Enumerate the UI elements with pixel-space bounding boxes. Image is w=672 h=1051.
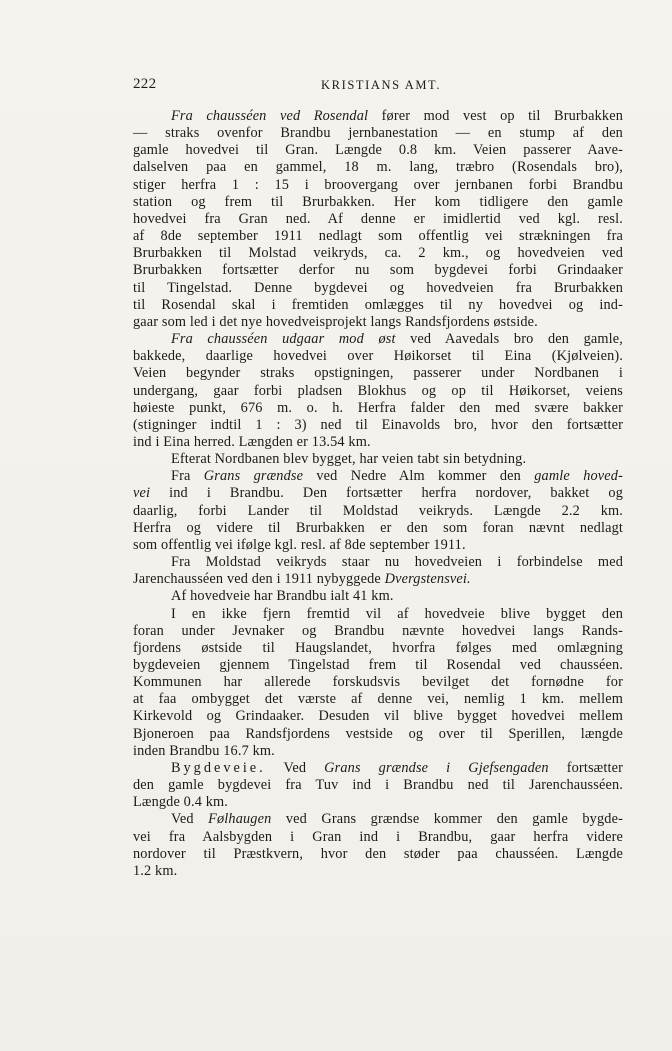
text-segment: til Rosendal skal i fremtiden omlægges til ny hovedvei og ind- — [133, 296, 623, 313]
text-line — [133, 674, 623, 691]
italic-text: Følhaugen — [208, 811, 272, 828]
text-line — [133, 177, 623, 194]
text-line — [133, 417, 623, 434]
running-head — [133, 76, 623, 96]
text-segment: foran under Jevnaker og Brandbu nævnte hovedvei langs Rands- — [133, 622, 623, 639]
text-segment: fører mod vest op til Brurbakken — [368, 108, 623, 124]
text-segment: — straks ovenfor Brandbu jernbanestation — en stump af den — [133, 125, 623, 142]
text-segment: hovedvei fra Gran ned. Af denne er imidlertid ved kgl. resl. — [133, 210, 623, 227]
text-segment: ved Nedre Alm kommer den — [303, 468, 535, 485]
text-line — [133, 383, 623, 400]
text-segment: bygdeveien gjennem Tingelstad frem til Rosendal ved chausséen. — [133, 657, 623, 673]
text-segment: Fra Moldstad veikryds staar nu hovedveien i forbindelse med — [171, 554, 623, 571]
text-line — [133, 485, 623, 502]
text-line — [133, 520, 623, 537]
paragraph — [133, 108, 623, 331]
text-segment: Efterat Nordbanen blev bygget, har veien tabt sin betydning. — [171, 451, 527, 468]
text-line — [133, 554, 623, 571]
text-segment: Længde 0.4 km. — [133, 794, 229, 811]
text-segment: Jarenchausséen ved den i 1911 nybyggede — [133, 571, 385, 588]
text-line — [133, 657, 623, 674]
text-segment: ved Aavedals bro den gamle, — [395, 331, 624, 348]
text-line — [133, 777, 623, 794]
text-segment: ind i Eina herred. Længden er 13.54 km. — [133, 433, 371, 450]
text-line — [133, 400, 623, 417]
text-segment: ved Grans grændse kommer den gamle bygde- — [271, 811, 623, 828]
paragraph — [133, 606, 623, 760]
text-line — [133, 142, 623, 159]
text-segment: at faa ombygget det værste af denne vei, nemlig 1 km. mellem — [133, 691, 623, 708]
text-segment: stiger herfra 1 : 15 i broovergang over jernbanen forbi Brandbu — [133, 176, 623, 193]
paragraph — [133, 811, 623, 880]
text-line — [133, 794, 623, 811]
text-line — [133, 434, 623, 451]
text-segment: undergang, gaar forbi pladsen Blokhus og op til Høikorset, veiens — [133, 382, 623, 399]
text-line — [133, 726, 623, 743]
text-segment: I en ikke fjern fremtid vil af hovedveie blive bygget den — [171, 605, 623, 622]
text-line — [133, 571, 623, 588]
italic-text: vei — [133, 485, 151, 502]
text-segment: af 8de september 1911 nedlagt som offentlig vei strækningen fra — [133, 228, 623, 245]
text-segment: gamle hovedvei til Gran. Længde 0.8 km. Veien passerer Aave- — [133, 142, 623, 159]
text-segment: 1.2 km. — [133, 862, 178, 879]
text-segment: bakkede, daarlige hovedvei over Høikorset til Eina (Kjølveien). — [133, 348, 623, 365]
text-segment: inden Brandbu 16.7 km. — [133, 742, 275, 759]
text-line — [133, 125, 623, 142]
body-text — [133, 108, 623, 880]
text-segment: fjordens østside til Haugslandet, hvorfra følges med omlægning — [133, 639, 623, 656]
text-segment: Brurbakken til Molstad veikryds, ca. 2 km., og hovedveien ved — [133, 245, 623, 262]
text-line — [133, 640, 623, 657]
text-line — [133, 743, 623, 760]
text-segment: Kommunen har allerede forskudsvis bevilget det fornødne for — [133, 674, 623, 691]
paragraph — [133, 468, 623, 554]
text-line — [133, 331, 623, 348]
text-segment: Brurbakken fortsætter derfor nu som bygdevei forbi Grindaaker — [133, 262, 623, 279]
text-segment: til Tingelstad. Denne bygdevei og hovedveien fra Brurbakken — [133, 279, 623, 296]
text-line — [133, 468, 623, 485]
text-segment: Veien begynder straks opstigningen, passerer under Nordbanen i — [133, 365, 623, 382]
text-line — [133, 280, 623, 297]
text-segment: station og frem til Brurbakken. Her kom tidligere den gamle — [133, 193, 623, 210]
page-number: 222 — [133, 76, 157, 92]
text-segment: høieste punkt, 676 m. o. h. Herfra falder den med svære bakker — [133, 399, 623, 416]
paragraph — [133, 554, 623, 588]
text-line — [133, 297, 623, 314]
text-line — [133, 691, 623, 708]
text-line — [133, 846, 623, 863]
text-segment: den gamle bygdevei fra Tuv ind i Brandbu ned til Jarenchausséen. — [133, 777, 623, 794]
text-line — [133, 262, 623, 279]
text-line — [133, 829, 623, 846]
running-head-title: KRISTIANS AMT. — [321, 78, 442, 92]
text-segment: (stigninger indtil 1 : 3) ned til Einavolds bro, hvor den fortsætter — [133, 416, 623, 433]
text-line — [133, 228, 623, 245]
text-segment: fortsætter — [548, 759, 623, 776]
text-segment: daarlig, forbi Lander til Moldstad veikryds. Længde 2.2 km. — [133, 502, 623, 519]
text-line — [133, 588, 623, 605]
italic-text: Dvergstensvei. — [384, 571, 471, 588]
text-segment: vei fra Aalsbygden i Gran ind i Brandbu, gaar herfra videre — [133, 828, 623, 845]
italic-text: Grans grændse — [203, 468, 304, 485]
paragraph — [133, 588, 623, 605]
text-line — [133, 451, 623, 468]
text-segment: ind i Brandbu. Den fortsætter herfra nordover, bakket og — [150, 485, 623, 502]
text-segment: Af hovedveie har Brandbu ialt 41 km. — [171, 588, 394, 605]
text-line — [133, 623, 623, 640]
text-line — [133, 365, 623, 382]
text-line — [133, 159, 623, 176]
text-segment: Ved — [171, 811, 209, 828]
text-line — [133, 811, 623, 828]
text-line — [133, 194, 623, 211]
text-line — [133, 760, 623, 777]
paragraph — [133, 451, 623, 468]
text-line — [133, 606, 623, 623]
text-segment: gaar som led i det nye hovedveisprojekt langs Randsfjordens østside. — [133, 313, 538, 330]
text-segment: Kirkevold og Grindaaker. Desuden vil blive bygget hovedvei mellem — [133, 708, 623, 725]
text-line — [133, 348, 623, 365]
italic-text: Fra chausséen ved Rosendal — [171, 108, 369, 124]
italic-text: Grans grændse i Gjefsengaden — [324, 759, 549, 776]
text-line — [133, 863, 623, 880]
text-segment: nordover til Præstkvern, hvor den støder paa chausséen. Længde — [133, 845, 623, 862]
text-line — [133, 108, 623, 125]
text-line — [133, 314, 623, 331]
text-line — [133, 537, 623, 554]
text-segment: Herfra og videre til Brurbakken er den som foran nævnt nedlagt — [133, 519, 623, 536]
italic-text: gamle hoved- — [534, 468, 623, 485]
text-line — [133, 211, 623, 228]
paragraph — [133, 760, 623, 811]
text-segment: Ved — [265, 759, 325, 776]
text-line — [133, 503, 623, 520]
text-segment: Fra — [171, 468, 204, 485]
text-segment: Bjoneroen paa Randsfjordens vestside og over til Sperillen, længde — [133, 725, 623, 742]
italic-text: Fra chausséen udgaar mod øst — [171, 331, 396, 348]
paragraph — [133, 331, 623, 451]
text-segment: som offentlig vei ifølge kgl. resl. af 8de september 1911. — [133, 536, 466, 553]
text-line — [133, 245, 623, 262]
text-segment: dalselven paa en gammel, 18 m. lang, træbro (Rosendals bro), — [133, 159, 623, 176]
text-segment: Bygdeveie. — [171, 759, 266, 776]
text-line — [133, 708, 623, 725]
